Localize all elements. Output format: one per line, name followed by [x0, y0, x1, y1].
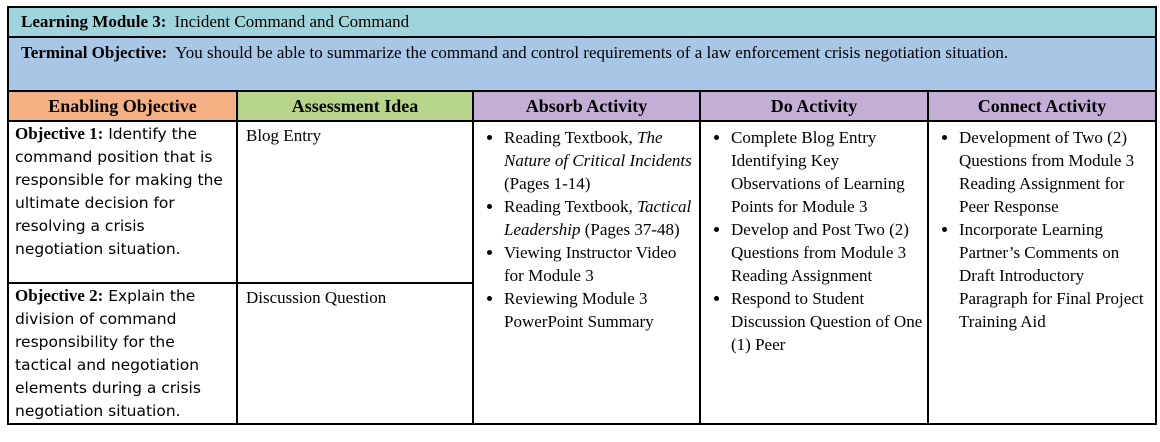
header-connect: Connect Activity — [928, 91, 1156, 121]
module-cell — [8, 7, 1156, 37]
header-absorb: Absorb Activity — [473, 91, 700, 121]
assessment-2-cell — [237, 283, 473, 424]
objective-2-text: Explain the division of command responsibility for the tactical and negotiation elements during a crisis negotiation situation. — [15, 287, 201, 420]
objective-2-cell — [8, 283, 237, 424]
header-do: Do Activity — [700, 91, 928, 121]
objective-1-cell — [8, 121, 237, 283]
do-item-3: • Respond to Student Discussion Question of One (1) Peer — [731, 287, 923, 356]
header-enabling: Enabling Objective — [8, 91, 237, 121]
terminal-text: You should be able to summarize the command and control requirements of a law enforcement crisis negotiation situation. — [175, 43, 1009, 62]
absorb-item-3: • Viewing Instructor Video for Module 3 — [504, 241, 695, 287]
objective-row-1 — [8, 121, 1156, 283]
connect-item-1: • Development of Two (2) Questions from Module 3 Reading Assignment for Peer Response — [959, 126, 1151, 218]
module-title: Incident Command and Command — [174, 12, 410, 31]
do-item-1: • Complete Blog Entry Identifying Key Observations of Learning Points for Module 3 — [731, 126, 923, 218]
connect-list — [929, 122, 1155, 333]
assessment-1-text: Blog Entry — [246, 126, 322, 145]
absorb-item-2: • Reading Textbook, Tactical Leadership (Pages 37-48) — [504, 195, 695, 241]
absorb-item-1: • Reading Textbook, The Nature of Critical Incidents (Pages 1-14) — [504, 126, 695, 195]
connect-item-2: • Incorporate Learning Partner’s Comments on Draft Introductory Paragraph for Final Project Training Aid — [959, 218, 1151, 333]
terminal-label: Terminal Objective: — [21, 43, 168, 62]
header-assessment: Assessment Idea — [237, 91, 473, 121]
terminal-row — [8, 37, 1156, 91]
assessment-1-cell — [237, 121, 473, 283]
terminal-cell — [8, 37, 1156, 91]
module-row — [8, 7, 1156, 37]
do-list — [701, 122, 927, 356]
objective-1-text: Identify the command position that is responsible for making the ultimate decision for resolving a crisis negotiation situation. — [15, 125, 223, 258]
connect-cell — [928, 121, 1156, 424]
module-label: Learning Module 3: — [21, 12, 167, 31]
absorb-cell — [473, 121, 700, 424]
objective-2-label: Objective 2: — [15, 286, 104, 305]
objective-1-label: Objective 1: — [15, 124, 104, 143]
do-cell — [700, 121, 928, 424]
learning-module-table — [7, 6, 1157, 425]
header-row — [8, 91, 1156, 121]
absorb-list — [474, 122, 699, 333]
do-item-2: • Develop and Post Two (2) Questions from Module 3 Reading Assignment — [731, 218, 923, 287]
absorb-item-4: • Reviewing Module 3 PowerPoint Summary — [504, 287, 695, 333]
assessment-2-text: Discussion Question — [246, 288, 387, 307]
